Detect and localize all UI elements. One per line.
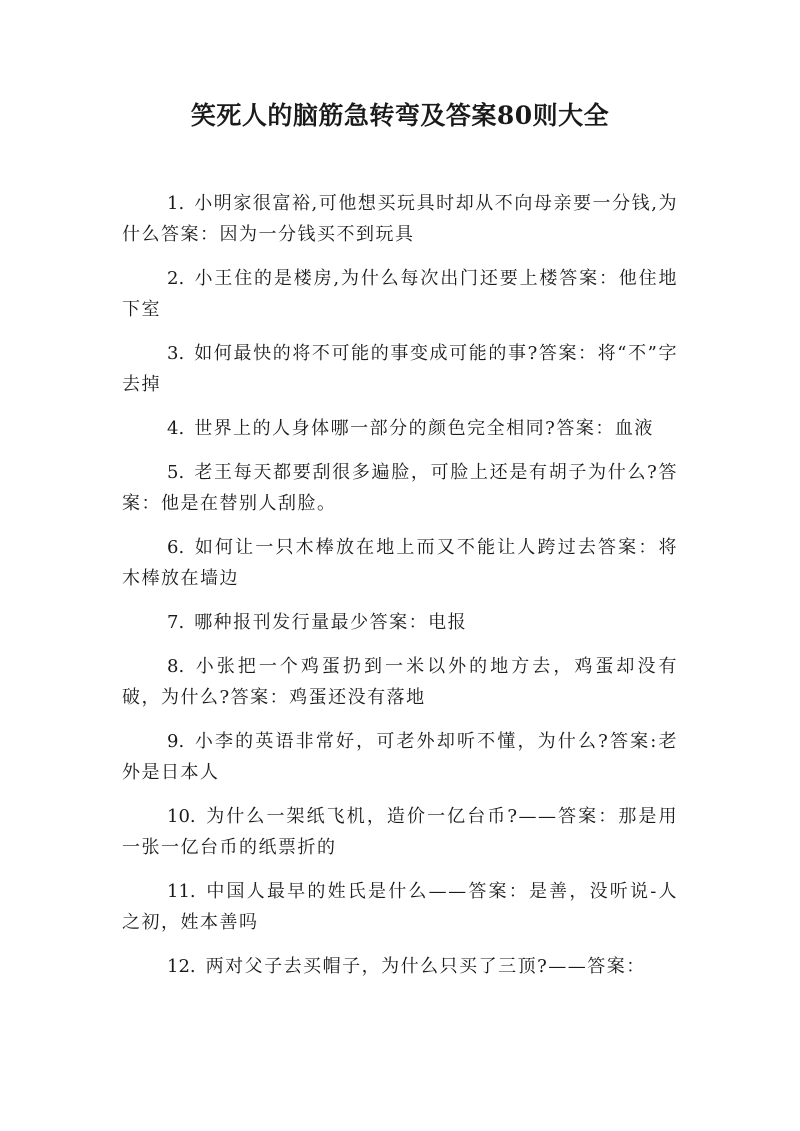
list-item [122, 188, 678, 250]
document-body [122, 188, 678, 995]
list-item [122, 951, 678, 982]
item-text: 为什么一架纸飞机，造价一亿台币?——答案：那是用一张一亿台币的纸票折的 [122, 806, 678, 858]
document-title: 笑死人的脑筋急转弯及答案80则大全 [190, 101, 610, 130]
list-item [122, 607, 678, 638]
item-number: 3. [167, 343, 185, 364]
item-number: 12. [167, 956, 196, 977]
list-item [122, 726, 678, 788]
list-item [122, 413, 678, 444]
item-text: 老王每天都要刮很多遍脸，可脸上还是有胡子为什么?答案：他是在替别人刮脸。 [122, 462, 678, 514]
item-number: 2. [167, 268, 185, 289]
item-text: 世界上的人身体哪一部分的颜色完全相同?答案：血液 [194, 418, 654, 439]
item-number: 11. [167, 881, 196, 902]
item-number: 9. [167, 731, 185, 752]
item-number: 6. [167, 537, 185, 558]
item-text: 小李的英语非常好，可老外却听不懂，为什么?答案:老外是日本人 [122, 731, 678, 783]
list-item [122, 801, 678, 863]
list-item [122, 876, 678, 938]
item-number: 4. [167, 418, 185, 439]
item-text: 如何最快的将不可能的事变成可能的事?答案：将“不”字去掉 [122, 343, 678, 395]
item-number: 5. [167, 462, 185, 483]
list-item [122, 651, 678, 713]
list-item [122, 263, 678, 325]
item-text: 如何让一只木棒放在地上而又不能让人跨过去答案：将木棒放在墙边 [122, 537, 678, 589]
list-item [122, 532, 678, 594]
list-item [122, 457, 678, 519]
list-item [122, 338, 678, 400]
item-number: 1. [167, 193, 185, 214]
item-text: 小明家很富裕,可他想买玩具时却从不向母亲要一分钱,为什么答案：因为一分钱买不到玩具 [122, 193, 678, 245]
item-text: 两对父子去买帽子，为什么只买了三顶?——答案： [205, 956, 646, 977]
item-number: 8. [167, 656, 185, 677]
item-text: 哪种报刊发行量最少答案：电报 [194, 612, 468, 633]
item-text: 小王住的是楼房,为什么每次出门还要上楼答案：他住地下室 [122, 268, 678, 320]
item-text: 中国人最早的姓氏是什么——答案：是善，没听说-人之初，姓本善吗 [122, 881, 678, 933]
item-number: 10. [167, 806, 196, 827]
item-number: 7. [167, 612, 185, 633]
item-text: 小张把一个鸡蛋扔到一米以外的地方去，鸡蛋却没有破，为什么?答案：鸡蛋还没有落地 [122, 656, 678, 708]
